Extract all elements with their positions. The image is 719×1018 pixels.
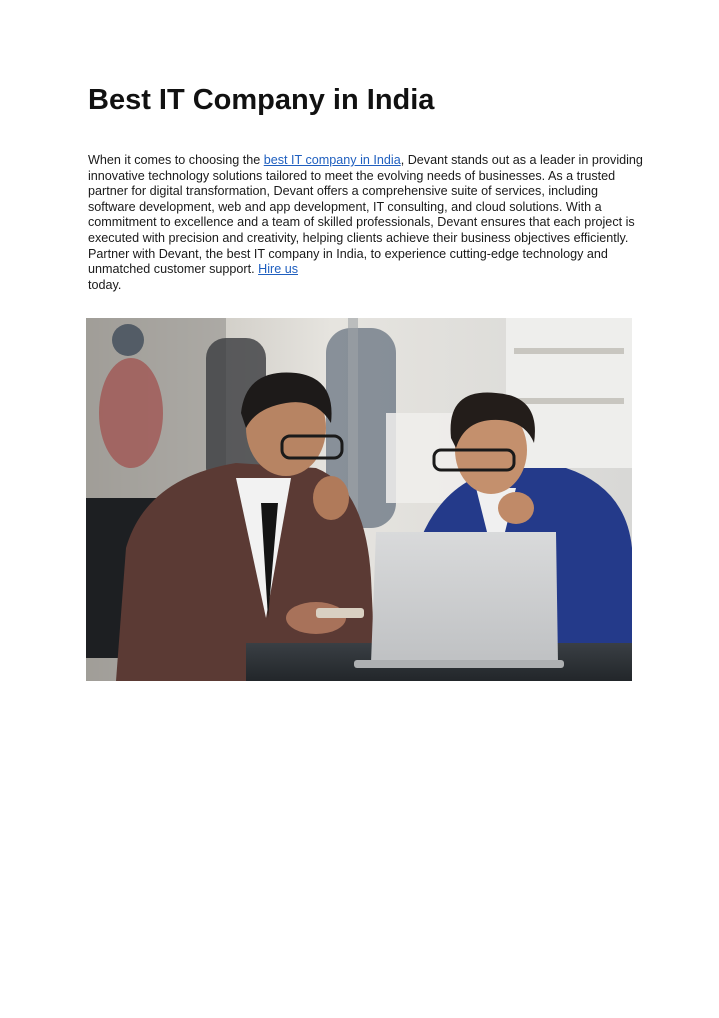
best-it-company-link[interactable]: best IT company in India xyxy=(263,153,401,167)
paragraph-text-1: When it comes to choosing the xyxy=(88,153,264,167)
paragraph-text-3: today. xyxy=(88,277,122,292)
office-photo xyxy=(86,318,632,681)
page-title: Best IT Company in India xyxy=(88,84,435,116)
paragraph-text-2: , Devant stands out as a leader in providing innovative technology solutions tailored to meet the evolving needs of businesses. As a trusted partner for digital transformation, Devant offers a comprehensive suite of services, including software development, web and app development, IT consulting, and cloud solutions. With a commitment to excellence and a team of skilled professionals, Devant ensures that each project is executed with precision and creativity, helping clients achieve their business objectives efficiently. Partner with Devant, the best IT company in India, to experience cutting-edge technology and unmatched customer support. xyxy=(88,153,643,277)
intro-paragraph xyxy=(88,153,648,293)
office-photo-illustration xyxy=(86,318,632,681)
hire-us-link[interactable]: Hire us xyxy=(258,262,298,277)
